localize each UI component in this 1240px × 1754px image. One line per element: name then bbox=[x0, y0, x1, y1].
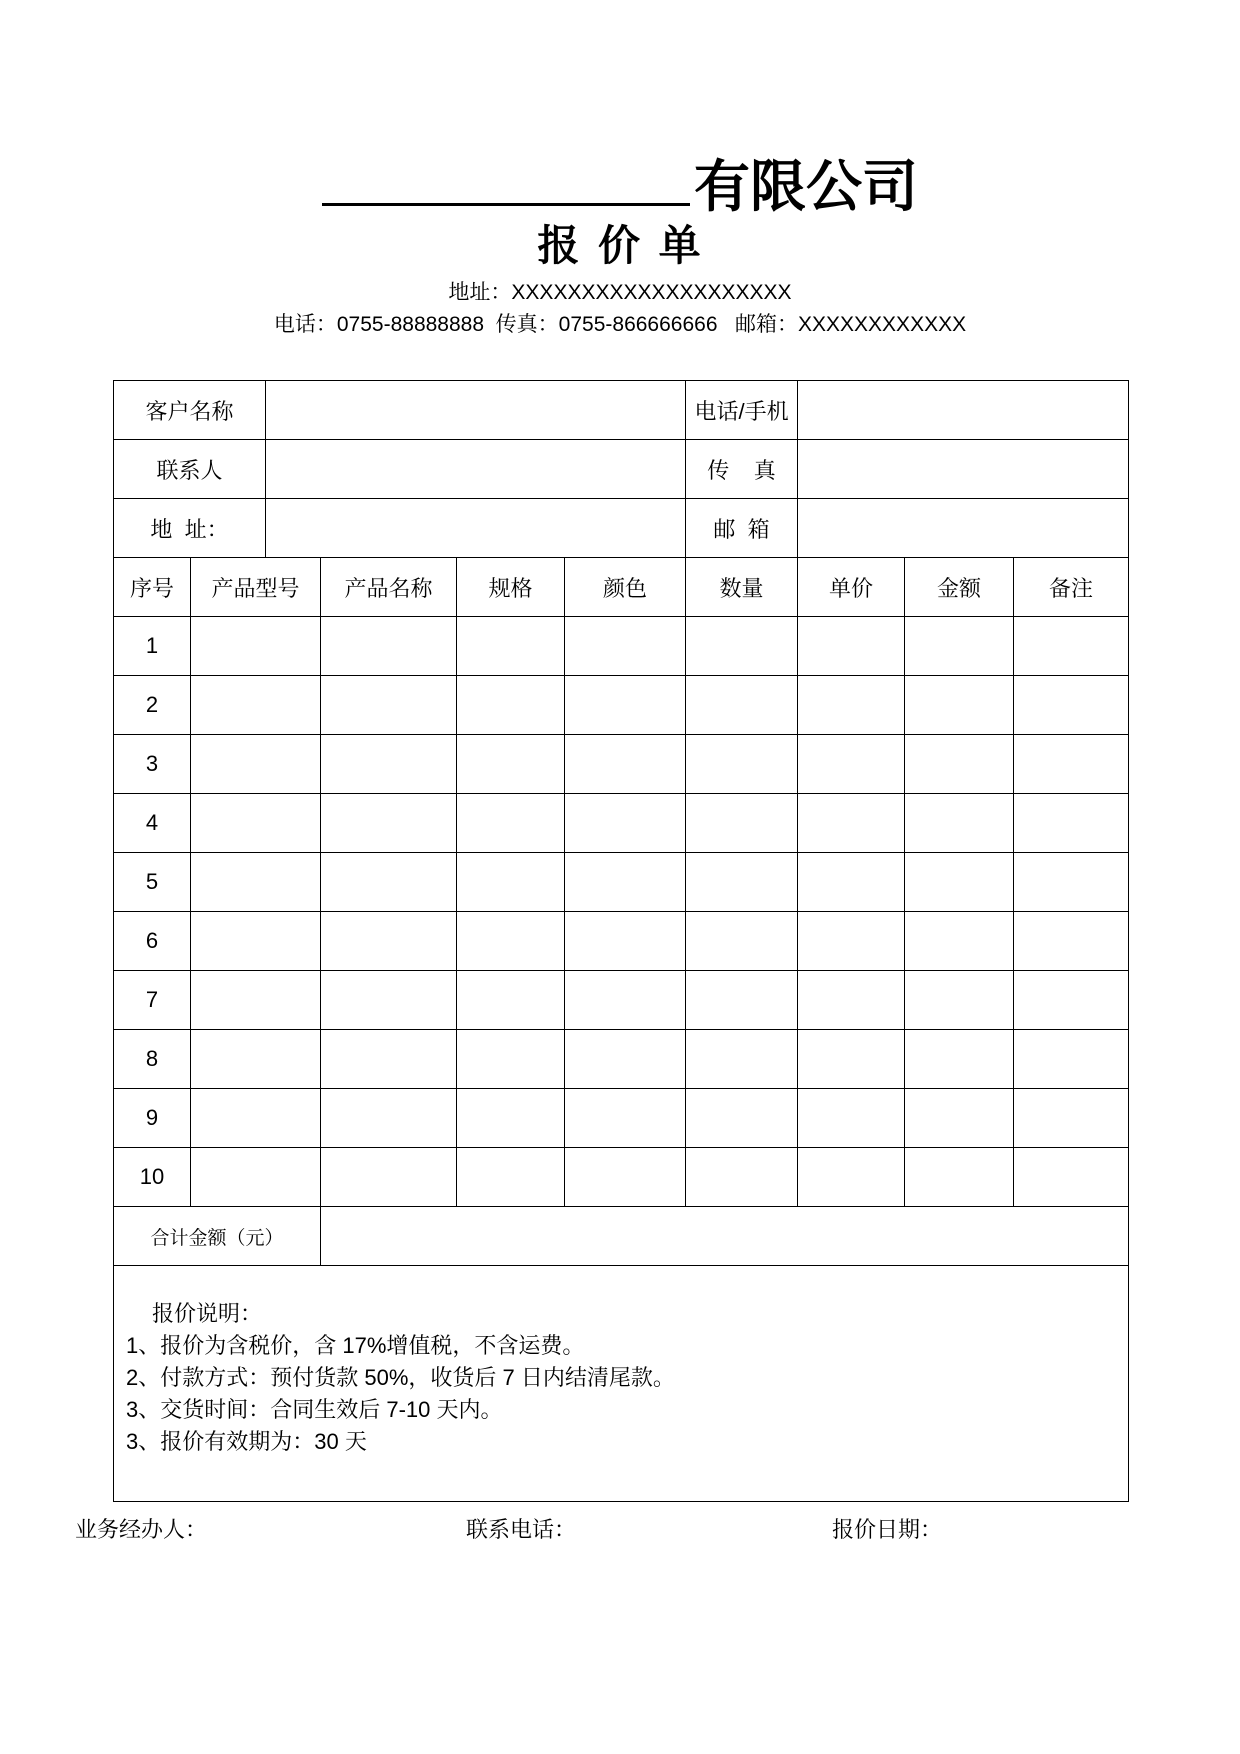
item-cell[interactable] bbox=[798, 794, 905, 853]
company-address: 地址：XXXXXXXXXXXXXXXXXXXX bbox=[448, 281, 792, 304]
item-cell[interactable] bbox=[321, 853, 457, 912]
item-cell[interactable] bbox=[321, 912, 457, 971]
agent-label: 业务经办人： bbox=[75, 1517, 208, 1542]
item-cell[interactable] bbox=[905, 971, 1014, 1030]
item-cell[interactable] bbox=[321, 1089, 457, 1148]
phone-label: 电话/手机 bbox=[686, 381, 798, 440]
table-row bbox=[114, 1148, 1129, 1207]
total-amount-label: 合计金额（元） bbox=[114, 1207, 321, 1266]
item-cell[interactable] bbox=[798, 1089, 905, 1148]
item-cell[interactable] bbox=[798, 676, 905, 735]
fax-cell[interactable] bbox=[798, 440, 1129, 499]
email-cell[interactable] bbox=[798, 499, 1129, 558]
row-number: 1 bbox=[114, 617, 191, 676]
item-cell[interactable] bbox=[457, 794, 565, 853]
item-cell[interactable] bbox=[1014, 853, 1129, 912]
row-number: 4 bbox=[114, 794, 191, 853]
email-label: 邮 箱 bbox=[686, 499, 798, 558]
column-header: 颜色 bbox=[565, 558, 686, 617]
customer-row-contact bbox=[114, 440, 1129, 499]
table-row bbox=[114, 912, 1129, 971]
item-cell[interactable] bbox=[686, 1148, 798, 1207]
item-cell[interactable] bbox=[191, 971, 321, 1030]
column-header: 规格 bbox=[457, 558, 565, 617]
company-name-blank bbox=[322, 203, 690, 206]
note-item: 3、报价有效期为：30 天 bbox=[126, 1429, 367, 1454]
item-cell[interactable] bbox=[798, 617, 905, 676]
item-rows bbox=[114, 617, 1129, 1207]
row-number: 9 bbox=[114, 1089, 191, 1148]
column-header: 产品型号 bbox=[191, 558, 321, 617]
quotation-notes bbox=[114, 1266, 1129, 1502]
item-cell[interactable] bbox=[321, 676, 457, 735]
address-cell[interactable] bbox=[266, 499, 686, 558]
notes-heading: 报价说明： bbox=[152, 1301, 263, 1326]
item-cell[interactable] bbox=[191, 912, 321, 971]
item-cell[interactable] bbox=[457, 853, 565, 912]
item-cell[interactable] bbox=[686, 853, 798, 912]
item-cell[interactable] bbox=[1014, 1030, 1129, 1089]
item-cell[interactable] bbox=[457, 735, 565, 794]
item-cell[interactable] bbox=[321, 617, 457, 676]
item-cell[interactable] bbox=[191, 676, 321, 735]
item-cell[interactable] bbox=[905, 853, 1014, 912]
company-suffix: 有限公司 bbox=[694, 155, 918, 220]
table-row bbox=[114, 1089, 1129, 1148]
total-amount-cell[interactable] bbox=[321, 1207, 1129, 1266]
customer-row-name bbox=[114, 381, 1129, 440]
item-cell[interactable] bbox=[457, 971, 565, 1030]
column-header: 单价 bbox=[798, 558, 905, 617]
notes-row bbox=[114, 1266, 1129, 1502]
row-number: 6 bbox=[114, 912, 191, 971]
column-header: 序号 bbox=[114, 558, 191, 617]
item-cell[interactable] bbox=[686, 676, 798, 735]
item-cell[interactable] bbox=[1014, 676, 1129, 735]
item-cell[interactable] bbox=[905, 1089, 1014, 1148]
item-cell[interactable] bbox=[565, 794, 686, 853]
table-header-row bbox=[114, 558, 1129, 617]
item-cell[interactable] bbox=[191, 1089, 321, 1148]
item-cell[interactable] bbox=[686, 1030, 798, 1089]
item-cell[interactable] bbox=[1014, 735, 1129, 794]
item-cell[interactable] bbox=[905, 676, 1014, 735]
item-cell[interactable] bbox=[191, 1148, 321, 1207]
item-cell[interactable] bbox=[565, 617, 686, 676]
table-row bbox=[114, 676, 1129, 735]
item-cell[interactable] bbox=[565, 1148, 686, 1207]
item-cell[interactable] bbox=[686, 794, 798, 853]
item-cell[interactable] bbox=[1014, 912, 1129, 971]
item-cell[interactable] bbox=[905, 735, 1014, 794]
item-cell[interactable] bbox=[457, 676, 565, 735]
item-cell[interactable] bbox=[686, 971, 798, 1030]
item-cell[interactable] bbox=[457, 912, 565, 971]
total-row bbox=[114, 1207, 1129, 1266]
column-header: 数量 bbox=[686, 558, 798, 617]
table-row bbox=[114, 853, 1129, 912]
item-cell[interactable] bbox=[1014, 1148, 1129, 1207]
contact-person-cell[interactable] bbox=[266, 440, 686, 499]
quote-date-label: 报价日期： bbox=[832, 1517, 943, 1542]
item-cell[interactable] bbox=[321, 971, 457, 1030]
item-cell[interactable] bbox=[905, 1030, 1014, 1089]
item-cell[interactable] bbox=[191, 794, 321, 853]
item-cell[interactable] bbox=[191, 853, 321, 912]
customer-name-cell[interactable] bbox=[266, 381, 686, 440]
row-number: 3 bbox=[114, 735, 191, 794]
item-cell[interactable] bbox=[798, 1148, 905, 1207]
item-cell[interactable] bbox=[686, 735, 798, 794]
column-header: 产品名称 bbox=[321, 558, 457, 617]
item-cell[interactable] bbox=[1014, 971, 1129, 1030]
item-cell[interactable] bbox=[457, 617, 565, 676]
item-cell[interactable] bbox=[565, 1030, 686, 1089]
row-number: 8 bbox=[114, 1030, 191, 1089]
table-row bbox=[114, 1030, 1129, 1089]
note-item: 2、付款方式：预付货款 50%，收货后 7 日内结清尾款。 bbox=[126, 1365, 675, 1390]
item-cell[interactable] bbox=[457, 1030, 565, 1089]
table-row bbox=[114, 794, 1129, 853]
item-cell[interactable] bbox=[191, 617, 321, 676]
company-name-line bbox=[0, 150, 1240, 220]
item-cell[interactable] bbox=[1014, 1089, 1129, 1148]
item-cell[interactable] bbox=[191, 1030, 321, 1089]
fax-label: 传 真 bbox=[686, 440, 798, 499]
item-cell[interactable] bbox=[798, 971, 905, 1030]
row-number: 7 bbox=[114, 971, 191, 1030]
item-cell[interactable] bbox=[565, 971, 686, 1030]
item-cell[interactable] bbox=[321, 735, 457, 794]
item-cell[interactable] bbox=[905, 617, 1014, 676]
item-cell[interactable] bbox=[905, 794, 1014, 853]
item-cell[interactable] bbox=[798, 735, 905, 794]
document-title: 报 价 单 bbox=[537, 221, 703, 270]
item-cell[interactable] bbox=[905, 1148, 1014, 1207]
contact-phone-label: 联系电话： bbox=[466, 1517, 577, 1542]
item-cell[interactable] bbox=[905, 912, 1014, 971]
quotation-table bbox=[113, 380, 1129, 1502]
item-cell[interactable] bbox=[798, 853, 905, 912]
note-item: 1、报价为含税价，含 17%增值税，不含运费。 bbox=[126, 1333, 585, 1358]
phone-cell[interactable] bbox=[798, 381, 1129, 440]
contact-person-label: 联系人 bbox=[114, 440, 266, 499]
item-cell[interactable] bbox=[686, 912, 798, 971]
table-row bbox=[114, 617, 1129, 676]
item-cell[interactable] bbox=[321, 1148, 457, 1207]
item-cell[interactable] bbox=[565, 676, 686, 735]
table-row bbox=[114, 971, 1129, 1030]
item-cell[interactable] bbox=[686, 1089, 798, 1148]
customer-row-address bbox=[114, 499, 1129, 558]
item-cell[interactable] bbox=[565, 853, 686, 912]
column-header: 金额 bbox=[905, 558, 1014, 617]
row-number: 2 bbox=[114, 676, 191, 735]
item-cell[interactable] bbox=[457, 1148, 565, 1207]
item-cell[interactable] bbox=[1014, 617, 1129, 676]
item-cell[interactable] bbox=[191, 735, 321, 794]
column-header: 备注 bbox=[1014, 558, 1129, 617]
item-cell[interactable] bbox=[321, 1030, 457, 1089]
table-row bbox=[114, 735, 1129, 794]
item-cell[interactable] bbox=[798, 1030, 905, 1089]
row-number: 5 bbox=[114, 853, 191, 912]
item-cell[interactable] bbox=[565, 1089, 686, 1148]
company-contact-line: 电话：0755-88888888 传真：0755-866666666 邮箱：XXXXXXXXXXXX bbox=[273, 313, 967, 336]
item-cell[interactable] bbox=[1014, 794, 1129, 853]
customer-name-label: 客户名称 bbox=[114, 381, 266, 440]
item-cell[interactable] bbox=[686, 617, 798, 676]
item-cell[interactable] bbox=[565, 735, 686, 794]
note-item: 3、交货时间：合同生效后 7-10 天内。 bbox=[126, 1397, 503, 1422]
address-label: 地 址： bbox=[114, 499, 266, 558]
item-cell[interactable] bbox=[565, 912, 686, 971]
item-cell[interactable] bbox=[321, 794, 457, 853]
item-cell[interactable] bbox=[798, 912, 905, 971]
item-cell[interactable] bbox=[457, 1089, 565, 1148]
row-number: 10 bbox=[114, 1148, 191, 1207]
